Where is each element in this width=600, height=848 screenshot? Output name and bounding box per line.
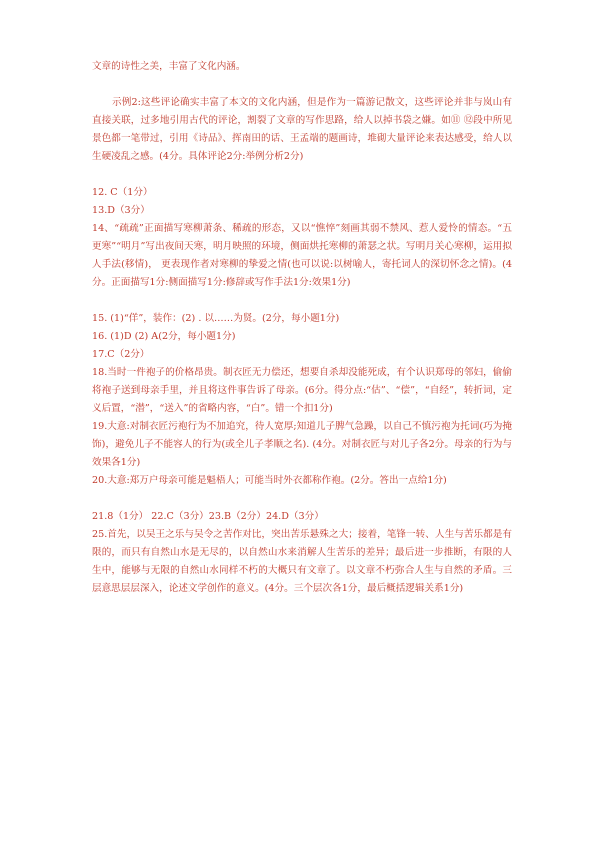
answer-15: 15. (1)“佯”，装作：(2) . 以……为贤。(2分，每小题1分) bbox=[92, 313, 340, 324]
answer-key-content bbox=[92, 58, 512, 598]
answer-16: 16. (1)D (2) A(2分，每小题1分) bbox=[92, 331, 236, 342]
answer-20: 20.大意:郑万户母亲可能是魁梧人；可能当时外衣都称作袍。(2分。答出一点给1分) bbox=[92, 475, 447, 486]
example2-paragraph: 示例2:这些评论确实丰富了本文的文化内涵，但是作为一篇游记散文，这些评论并非与岚山有直接关联，过多地引用古代的评论，割裂了文章的写作思路，给人以掉书袋之嫌。如⑪ ⑫段中所见景色都一笔带过，引用《诗品》、挥南田的话、王孟端的题画诗，堆砌大量评论来表达感受，给人以生硬凌乱之感。(4分。具体评论2分:举例分析2分) bbox=[92, 97, 512, 162]
answers-section-2 bbox=[92, 310, 512, 490]
intro-tail-paragraph: 文章的诗性之美，丰富了文化内涵。 bbox=[92, 61, 246, 72]
answer-25: 25.首先，以吴王之乐与吴令之苦作对比，突出苦乐悬殊之大；接着，笔锋一转、人生与苦乐都是有限的，而只有自然山水是无尽的，以自然山水来消解人生苦乐的差异；最后进一步推断，有限的人生中，能够与无限的自然山水同样不朽的大概只有文章了。以文章不朽弥合人生与自然的矛盾。三层意思层层深入，论述文学创作的意义。(4分。三个层次各1分，最后概括逻辑关系1分) bbox=[92, 529, 512, 594]
answer-17: 17.C（2分） bbox=[92, 349, 150, 360]
answer-14: 14、“疏疏”正面描写寒柳萧条、稀疏的形态，又以“憔悴”刻画其弱不禁风、惹人爱怜的情态。“五更寒”“明月”写出夜间天寒，明月映照的环境，侧面烘托寒柳的萧瑟之状。写明月关心寒柳，运用拟人手法(移情)， 更表现作者对寒柳的挚爱之情(也可以说:以树喻人，寄托词人的深切怀念之情)。(4分。正面描写1分:侧面描写1分:修辞或写作手法1分:效果1分) bbox=[92, 223, 512, 288]
answers-section-1 bbox=[92, 184, 512, 292]
answer-19: 19.大意:对制衣匠污袍行为不加追究，待人宽厚;知道儿子脾气急躁，以自己不慎污袍为托词(巧为掩饰)，避免儿子不能容人的行为(或全儿子孝顺之名). (4分。对制衣匠与对儿子各2分。母亲的行为与效果各1分) bbox=[92, 421, 512, 468]
answers-section-3 bbox=[92, 508, 512, 598]
answer-13: 13.D（3分） bbox=[92, 205, 150, 216]
answer-18: 18.当时一件袍子的价格昂贵。制衣匠无力偿还，想要自杀却没能死成，有个认识郑母的邻妇，偷偷将袍子送到母亲手里，并且将这件事告诉了母亲。(6分。得分点:“估”、“偿”，“自经”，转折词，定义后置，“潜”，“送入”的省略内容，“白”。错一个扣1分) bbox=[92, 367, 512, 414]
answer-21-24: 21.8（1分） 22.C（3分）23.B（2分）24.D（3分） bbox=[92, 511, 324, 522]
answer-12: 12. C（1分） bbox=[92, 187, 153, 198]
